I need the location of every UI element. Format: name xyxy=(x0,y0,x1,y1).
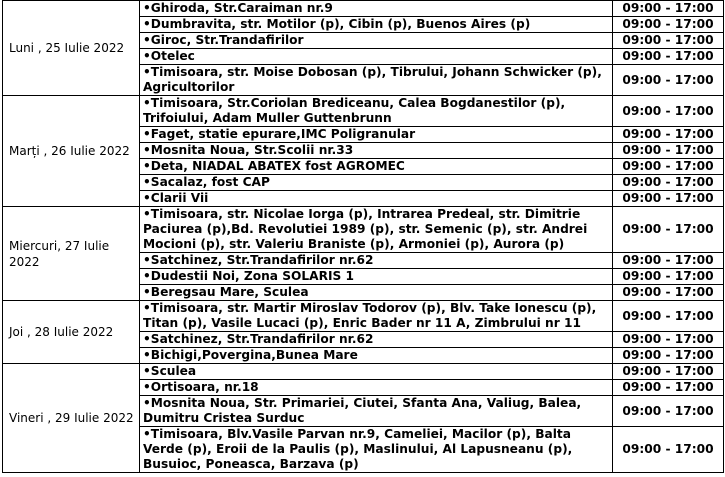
time-cell: 09:00 - 17:00 xyxy=(613,1,724,17)
location-cell: •Timisoara, str. Martir Miroslav Todorov (p), Blv. Take Ionescu (p), Titan (p), Vasile Lucaci (p), Enric Bader nr 11 A, Zimbrului nr 11 xyxy=(140,301,613,332)
time-cell: 09:00 - 17:00 xyxy=(613,364,724,380)
time-cell: 09:00 - 17:00 xyxy=(613,427,724,473)
location-cell: •Sculea xyxy=(140,364,613,380)
location-cell: •Faget, statie epurare,IMC Poligranular xyxy=(140,127,613,143)
location-cell: •Mosnita Noua, Str. Primariei, Ciutei, Sfanta Ana, Valiug, Balea, Dumitru Cristea Surduc xyxy=(140,396,613,427)
time-cell: 09:00 - 17:00 xyxy=(613,380,724,396)
location-cell: •Ghiroda, Str.Caraiman nr.9 xyxy=(140,1,613,17)
time-cell: 09:00 - 17:00 xyxy=(613,348,724,364)
time-cell: 09:00 - 17:00 xyxy=(613,65,724,96)
schedule-body xyxy=(3,1,724,473)
location-cell: •Deta, NIADAL ABATEX fost AGROMEC xyxy=(140,159,613,175)
day-label: Vineri , 29 Iulie 2022 xyxy=(3,364,140,473)
time-cell: 09:00 - 17:00 xyxy=(613,33,724,49)
table-row xyxy=(3,301,724,332)
day-label: Joi , 28 Iulie 2022 xyxy=(3,301,140,364)
time-cell: 09:00 - 17:00 xyxy=(613,191,724,207)
table-row xyxy=(3,96,724,127)
time-cell: 09:00 - 17:00 xyxy=(613,332,724,348)
time-cell: 09:00 - 17:00 xyxy=(613,207,724,253)
table-row xyxy=(3,364,724,380)
time-cell: 09:00 - 17:00 xyxy=(613,396,724,427)
location-cell: •Satchinez, Str.Trandafirilor nr.62 xyxy=(140,253,613,269)
location-cell: •Dumbravita, str. Motilor (p), Cibin (p), Buenos Aires (p) xyxy=(140,17,613,33)
location-cell: •Otelec xyxy=(140,49,613,65)
time-cell: 09:00 - 17:00 xyxy=(613,143,724,159)
location-cell: •Beregsau Mare, Sculea xyxy=(140,285,613,301)
time-cell: 09:00 - 17:00 xyxy=(613,49,724,65)
time-cell: 09:00 - 17:00 xyxy=(613,285,724,301)
location-cell: •Bichigi,Povergina,Bunea Mare xyxy=(140,348,613,364)
location-cell: •Dudestii Noi, Zona SOLARIS 1 xyxy=(140,269,613,285)
time-cell: 09:00 - 17:00 xyxy=(613,17,724,33)
location-cell: •Ortisoara, nr.18 xyxy=(140,380,613,396)
location-cell: •Clarii Vii xyxy=(140,191,613,207)
time-cell: 09:00 - 17:00 xyxy=(613,253,724,269)
day-label: Miercuri, 27 Iulie 2022 xyxy=(3,207,140,301)
location-cell: •Satchinez, Str.Trandafirilor nr.62 xyxy=(140,332,613,348)
location-cell: •Timisoara, str. Nicolae Iorga (p), Intrarea Predeal, str. Dimitrie Paciurea (p),Bd. Revolutiei 1989 (p), str. Semenic (p), str. Andrei Mocioni (p), str. Valeriu Braniste (p), Armoniei (p), Aurora (p) xyxy=(140,207,613,253)
location-cell: •Timisoara, Str.Coriolan Brediceanu, Calea Bogdanestilor (p), Trifoiului, Adam Muller Guttenbrunn xyxy=(140,96,613,127)
schedule-table xyxy=(2,0,724,473)
location-cell: •Timisoara, str. Moise Dobosan (p), Tibrului, Johann Schwicker (p), Agricultorilor xyxy=(140,65,613,96)
location-cell: •Giroc, Str.Trandafirilor xyxy=(140,33,613,49)
location-cell: •Mosnita Noua, Str.Scolii nr.33 xyxy=(140,143,613,159)
day-label: Marți , 26 Iulie 2022 xyxy=(3,96,140,207)
location-cell: •Sacalaz, fost CAP xyxy=(140,175,613,191)
table-row xyxy=(3,207,724,253)
time-cell: 09:00 - 17:00 xyxy=(613,269,724,285)
time-cell: 09:00 - 17:00 xyxy=(613,96,724,127)
day-label: Luni , 25 Iulie 2022 xyxy=(3,1,140,96)
time-cell: 09:00 - 17:00 xyxy=(613,127,724,143)
time-cell: 09:00 - 17:00 xyxy=(613,301,724,332)
time-cell: 09:00 - 17:00 xyxy=(613,175,724,191)
location-cell: •Timisoara, Blv.Vasile Parvan nr.9, Cameliei, Macilor (p), Balta Verde (p), Eroii de la Paulis (p), Maslinului, Al Lapusneanu (p), Busuioc, Poneasca, Barzava (p) xyxy=(140,427,613,473)
time-cell: 09:00 - 17:00 xyxy=(613,159,724,175)
table-row xyxy=(3,1,724,17)
